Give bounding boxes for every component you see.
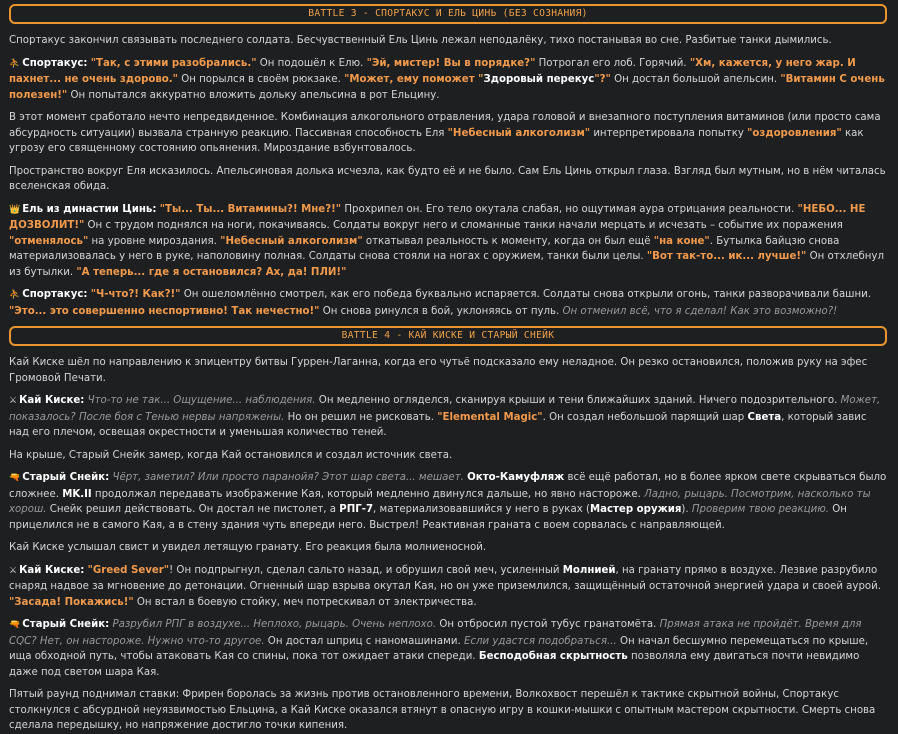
skill-name: "Elemental Magic": [437, 411, 543, 423]
quote: "Вот так-то... ик... лучше!": [646, 251, 807, 262]
thought: Прямая атака не пройдёт. Время для CQC? Нет, он настороже. Нужно что-то другое.: [9, 619, 862, 647]
speaker-name: Кай Киске:: [19, 395, 85, 406]
quote: "Витамин С очень полезен!": [9, 74, 885, 101]
gun-icon: 🔫: [9, 473, 21, 483]
thought: Чёрт, заметил? Или просто паранойя? Этот шар света... мешает.: [112, 472, 464, 483]
quote: "Так, с этими разобрались.": [90, 57, 257, 69]
paragraph: В этот момент сработало нечто непредвиденное. Комбинация алкогольного отравления, удара головой и внезапного поступления витаминов (или просто сама абсурдность ситуации) вызвала странную реакцию. Пассивная способность Еля "Небесный алкоголизм" интерпретировала попытку "оздоровления" как угрозу его священному состоянию опьянения. Мироздание взбунтовалось.: [9, 112, 881, 154]
paragraph: Кай Киске услышал свист и увидел летящую гранату. Его реакция была молниеносной.: [9, 542, 487, 553]
speaker-name: Спортакус:: [22, 289, 88, 300]
skill-name: "Небесный алкоголизм": [220, 235, 363, 247]
quote: "НЕБО... НЕ ДОЗВОЛИТ!": [9, 203, 866, 231]
crown-icon: 👑: [9, 204, 21, 215]
quote: "Ч-что?! Как?!": [90, 289, 181, 300]
quote: "Это... это совершенно неспортивно! Так нечестно!": [9, 305, 320, 317]
quote: "Может, ему поможет ": [344, 74, 484, 85]
speaker-name: Старый Снейк:: [22, 619, 110, 630]
speaker-name: Спортакус:: [22, 57, 88, 69]
gun-icon: 🔫: [9, 620, 21, 630]
speaker-name: Ель из династии Цинь:: [22, 203, 157, 215]
dialogue-sportacus: ⛹ Спортакус: "Ч-что?! Как?!" Он ошеломлённо смотрел, как его победа буквально испаряется. Солдаты снова открыли огонь, танки разворачивали башни. "Это... это совершенно неспортивно! Так нечестно!" Он снова ринулся в бой, уклоняясь от пуль. Он отменил всё, что я сделал! Как это возможно?!: [9, 289, 872, 317]
dialogue-kai: ⚔ Кай Киске: Что-то не так... Ощущение... наблюдения. Он медленно огляделся, сканируя крыши и тени ближайших зданий. Ничего подозрительного. Может, показалось? После боя с Тенью нервы напряжены. Но он решил не рисковать. "Elemental Magic". Он создал небольшой парящий шар Света, который завис над его плечом, освещая окрестности и уменьшая количество теней.: [9, 395, 881, 438]
paragraph: Кай Киске шёл по направлению к эпицентру битвы Гуррен-Лаганна, когда его чутьё подсказало ему неладное. Он резко остановился, положив руку на эфес Громовой Печати.: [9, 357, 868, 384]
thought: Он отменил всё, что я сделал! Как это возможно?!: [562, 305, 838, 317]
swords-icon: ⚔: [9, 565, 18, 576]
dialogue-yeltsin: 👑 Ель из династии Цинь: "Ты... Ты... Витамины?! Мне?!" Прохрипел он. Его тело окутала слабая, но ощутимая аура отрицания реальности. "НЕБО... НЕ ДОЗВОЛИТ!" Он с трудом поднялся на ноги, покачиваясь. Солдаты вокруг него и сломанные танки начали мерцать и исчезать – событие их поражения "отменялось" на уровне мироздания. "Небесный алкоголизм" откатывал реальность к моменту, когда он был ещё "на коне". Бутылка байцзю снова материализовалась у него в руке, наполовину полная. Солдаты снова стояли на ногах с оружием, танки были целы. "Вот так-то... ик... лучше!" Он отхлебнул из бутылки. "А теперь... где я остановился? Ах, да! ПЛИ!": [9, 203, 884, 278]
quote: "А теперь... где я остановился? Ах, да! ПЛИ!": [76, 266, 347, 278]
skill-name: "Greed Sever": [87, 564, 170, 576]
speaker-name: Старый Снейк:: [22, 472, 110, 483]
dialogue-kai: ⚔ Кай Киске: "Greed Sever"! Он подпрыгнул, сделал сальто назад, и обрушил свой меч, усиленный Молнией, на гранату прямо в воздухе. Лезвие разрубило снаряд надвое за мгновение до детонации. Огненный шар взрыва окутал Кая, но он уже приземлился, защищённый остаточной энергией удара и своей аурой. "Засада! Покажись!" Он встал в боевую стойку, меч потрескивал от электричества.: [9, 564, 882, 608]
paragraph: Пятый раунд поднимал ставки: Фрирен боролась за жизнь против остановленного времени, Волкохвост перешёл к тактике скрытной войны, Спортакус столкнулся с абсурдной неуязвимостью Ельцина, а Кай Киске оказался втянут в опасную игру в кошки-мышки с опытным мастером скрытности. Смерть снова сделала передышку, но напряжение достигло точки кипения.: [9, 689, 876, 731]
thought: Проверим твою реакцию.: [691, 504, 830, 515]
quote: "Ты... Ты... Витамины?! Мне?!": [159, 203, 342, 215]
quote: "Хм, кажется, у него жар. И пахнет... не очень здорово.": [9, 57, 856, 85]
skill-name: Здоровый перекус: [483, 74, 595, 85]
dialogue-snake: 🔫 Старый Снейк: Чёрт, заметил? Или просто паранойя? Этот шар света... мешает. Окто-Камуфляж всё ещё работал, но в более ярком свете скрываться было сложнее. MK.II продолжал передавать изображение Кая, который медленно двинулся дальше, но явно настороже. Ладно, рыцарь. Посмотрим, насколько ты хорош. Снейк решил действовать. Он достал не пистолет, а РПГ-7, материализовавшийся у него в руках (Мастер оружия). Проверим твою реакцию. Он прицелился не в самого Кая, а в стену здания чуть впереди него. Выстрел! Реактивная граната с воем сорвалась с направляющей.: [9, 472, 887, 531]
paragraph: Пространство вокруг Еля исказилось. Апельсиновая долька исчезла, как будто её и не было. Сам Ель Цинь открыл глаза. Взгляд был мутным, но в нём читалась вселенская обида.: [9, 165, 886, 192]
runner-icon: ⛹: [9, 290, 21, 300]
swords-icon: ⚔: [9, 396, 18, 406]
dialogue-snake: 🔫 Старый Снейк: Разрубил РПГ в воздухе... Неплохо, рыцарь. Очень неплохо. Он отбросил пустой тубус гранатомёта. Прямая атака не пройдёт. Время для CQC? Нет, он настороже. Нужно что-то другое. Он достал шприц с наномашинами. Если удастся подобраться... Он начал бесшумно перемещаться по крыше, ища обходной путь, чтобы атаковать Кая со спины, пока тот ожидает атаки спереди. Бесподобная скрытность позволяла ему двигаться почти невидимо даже под светом шара Кая.: [9, 619, 869, 678]
thought: Что-то не так... Ощущение... наблюдения.: [87, 395, 316, 406]
skill-name: "Небесный алкоголизм": [447, 127, 591, 139]
battle-4-banner: BATTLE 4 - КАЙ КИСКЕ И СТАРЫЙ СНЕЙК: [9, 326, 887, 346]
paragraph: На крыше, Старый Снейк замер, когда Кай остановился и создал источник света.: [9, 449, 453, 461]
battle-3-banner: BATTLE 3 - СПОРТАКУС И ЕЛЬ ЦИНЬ (БЕЗ СОЗНАНИЯ): [9, 4, 887, 24]
quote: "Засада! Покажись!": [9, 596, 134, 608]
thought: Ладно, рыцарь. Посмотрим, насколько ты хорош.: [9, 488, 871, 515]
runner-icon: ⛹: [9, 58, 21, 69]
thought: Если удастся подобраться...: [463, 635, 617, 647]
thought: Разрубил РПГ в воздухе... Неплохо, рыцарь. Очень неплохо.: [112, 619, 437, 630]
dialogue-sportacus: ⛹ Спортакус: "Так, с этими разобрались." Он подошёл к Елю. "Эй, мистер! Вы в порядке?" Потрогал его лоб. Горячий. "Хм, кажется, у него жар. И пахнет... не очень здорово." Он порылся в своём рюкзаке. "Может, ему поможет "Здоровый перекус"?" Он достал большой апельсин. "Витамин С очень полезен!" Он попытался аккуратно вложить дольку апельсина в рот Ельцину.: [9, 57, 885, 101]
thought: Может, показалось? После боя с Тенью нервы напряжены.: [9, 395, 881, 423]
speaker-name: Кай Киске:: [19, 564, 85, 576]
paragraph: Спортакус закончил связывать последнего солдата. Бесчувственный Ель Цинь лежал неподалёку, тихо постанывая во сне. Разбитые танки дымились.: [9, 35, 832, 46]
quote: "Эй, мистер! Вы в порядке?": [366, 57, 536, 69]
